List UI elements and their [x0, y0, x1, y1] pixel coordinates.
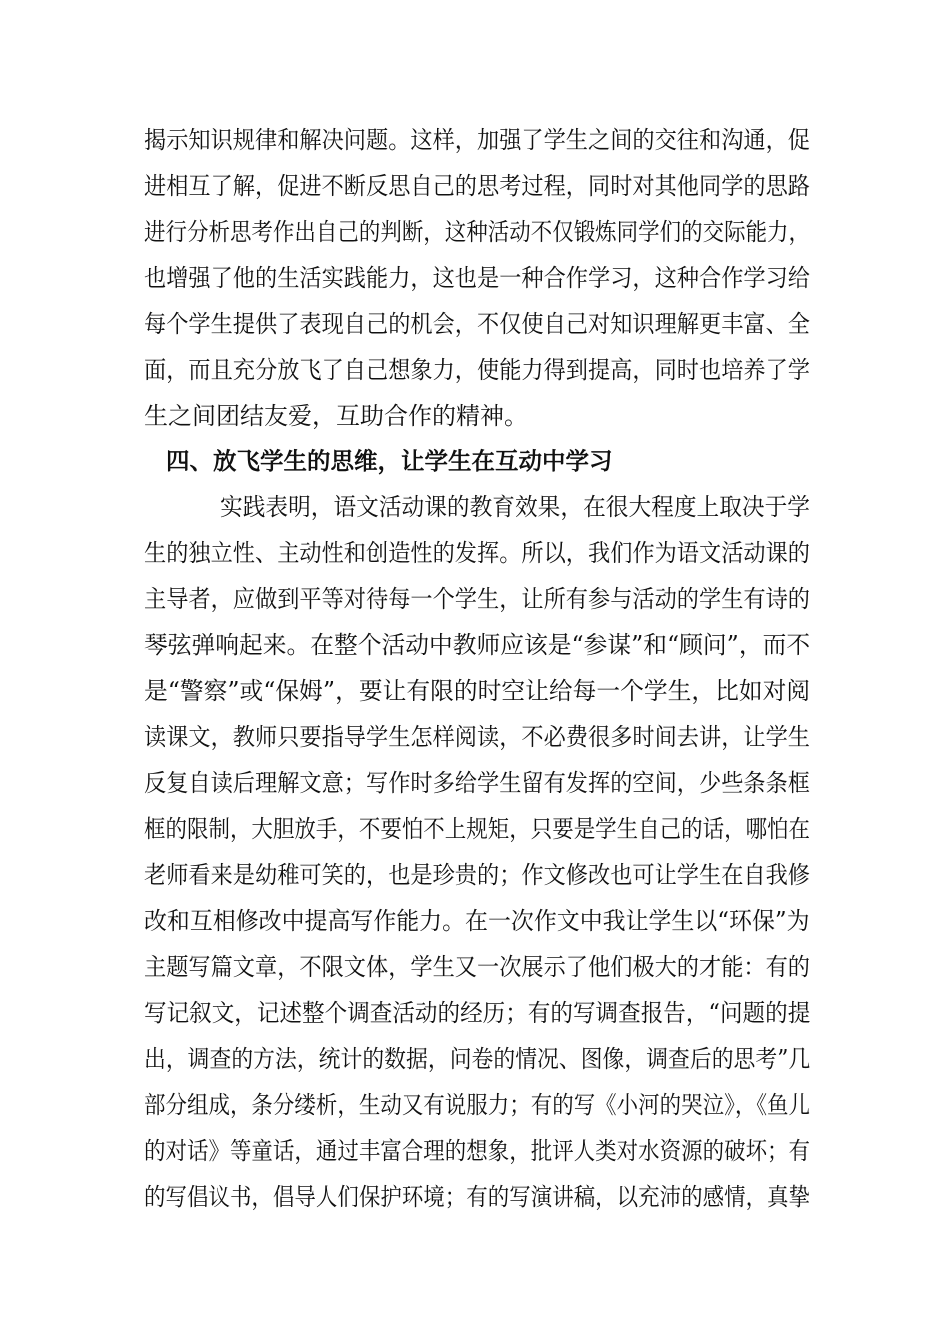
- para2-line-5: 是“警察”或“保姆”，要让有限的时空让给每一个学生，比如对阅: [144, 677, 811, 705]
- para1-line-1: 揭示知识规律和解决问题。这样，加强了学生之间的交往和沟通，促: [144, 126, 810, 154]
- para1-line-7: 生之间团结友爱，互助合作的精神。: [144, 402, 528, 430]
- para2-line-14: 部分组成，条分缕析，生动又有说服力；有的写《小河的哭泣》，《鱼儿: [144, 1091, 811, 1119]
- para2-line-10: 改和互相修改中提高写作能力。在一次作文中我让学生以“环保”为: [144, 907, 810, 935]
- section-heading: 四、放飞学生的思维，让学生在互动中学习: [166, 447, 613, 475]
- para2-line-13: 出，调查的方法，统计的数据，问卷的情况、图像，调查后的思考”几: [144, 1045, 811, 1073]
- para2-line-12: 写记叙文，记述整个调查活动的经历；有的写调查报告，“问题的提: [144, 999, 811, 1027]
- para1-line-3: 进行分析思考作出自己的判断，这种活动不仅锻炼同学们的交际能力，: [144, 218, 811, 246]
- para1-line-5: 每个学生提供了表现自己的机会，不仅使自己对知识理解更丰富、全: [144, 310, 810, 338]
- para1-line-4: 也增强了他的生活实践能力，这也是一种合作学习，这种合作学习给: [144, 264, 810, 292]
- para2-line-11: 主题写篇文章，不限文体，学生又一次展示了他们极大的才能：有的: [144, 953, 810, 981]
- para2-line-4: 琴弦弹响起来。在整个活动中教师应该是“参谋”和“顾问”，而不: [144, 631, 811, 659]
- para2-line-9: 老师看来是幼稚可笑的，也是珍贵的；作文修改也可让学生在自我修: [144, 861, 810, 889]
- para2-line-7: 反复自读后理解文意；写作时多给学生留有发挥的空间，少些条条框: [144, 769, 810, 797]
- para2-line-1: 实践表明，语文活动课的教育效果，在很大程度上取决于学: [220, 493, 810, 521]
- para1-line-6: 面，而且充分放飞了自己想象力，使能力得到提高，同时也培养了学: [144, 356, 810, 384]
- para2-line-2: 生的独立性、主动性和创造性的发挥。所以，我们作为语文活动课的: [144, 539, 810, 567]
- para1-line-2: 进相互了解，促进不断反思自己的思考过程，同时对其他同学的思路: [144, 172, 810, 200]
- para2-line-6: 读课文，教师只要指导学生怎样阅读，不必费很多时间去讲，让学生: [144, 723, 810, 751]
- para2-line-15: 的对话》等童话，通过丰富合理的想象，批评人类对水资源的破坏；有: [144, 1137, 811, 1165]
- para2-line-16: 的写倡议书，倡导人们保护环境；有的写演讲稿，以充沛的感情，真挚: [144, 1183, 811, 1211]
- para2-line-3: 主导者，应做到平等对待每一个学生，让所有参与活动的学生有诗的: [144, 585, 810, 613]
- para2-line-8: 框的限制，大胆放手，不要怕不上规矩，只要是学生自己的话，哪怕在: [144, 815, 811, 843]
